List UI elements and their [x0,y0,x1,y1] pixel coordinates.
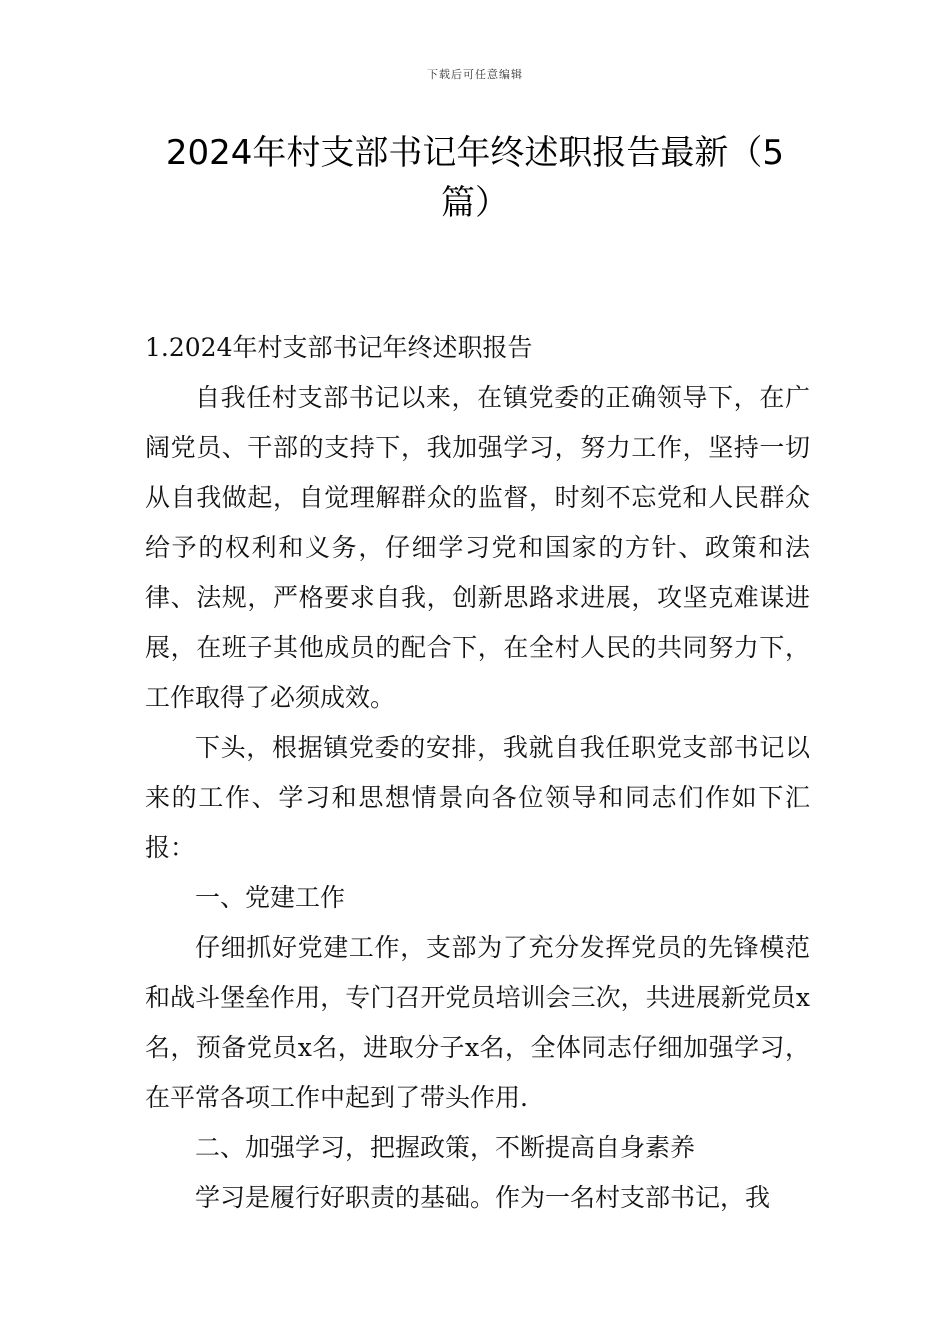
subheading-party-building: 一、党建工作 [195,883,346,912]
paragraph-report-intro: 下头，根据镇党委的安排，我就自我任职党支部书记以来的工作、学习和思想情景向各位领导和同志们作如下汇报： [145,733,810,862]
document-title-line-2: 篇） [441,183,509,223]
document-body [145,323,810,1223]
document-title-line-1: 2024年村支部书记年终述职报告最新（5 [165,133,785,173]
section-heading-1: 1.2024年村支部书记年终述职报告 [145,333,533,362]
paragraph-intro: 自我任村支部书记以来，在镇党委的正确领导下，在广阔党员、干部的支持下，我加强学习，努力工作，坚持一切从自我做起，自觉理解群众的监督，时刻不忘党和人民群众给予的权利和义务，仔细学习党和国家的方针、政策和法律、法规，严格要求自我，创新思路求进展，攻坚克难谋进展，在班子其他成员的配合下，在全村人民的共同努力下，工作取得了必须成效。 [145,383,810,712]
subheading-study: 二、加强学习，把握政策，不断提高自身素养 [195,1133,696,1162]
paragraph-party-building: 仔细抓好党建工作，支部为了充分发挥党员的先锋模范和战斗堡垒作用，专门召开党员培训会三次，共进展新党员x名，预备党员x名，进取分子x名，全体同志仔细加强学习，在平常各项工作中起到了带头作用. [145,933,810,1112]
paragraph-study: 学习是履行好职责的基础。作为一名村支部书记，我 [195,1183,771,1212]
document-title [150,128,800,228]
header-note: 下载后可任意编辑 [427,68,523,81]
